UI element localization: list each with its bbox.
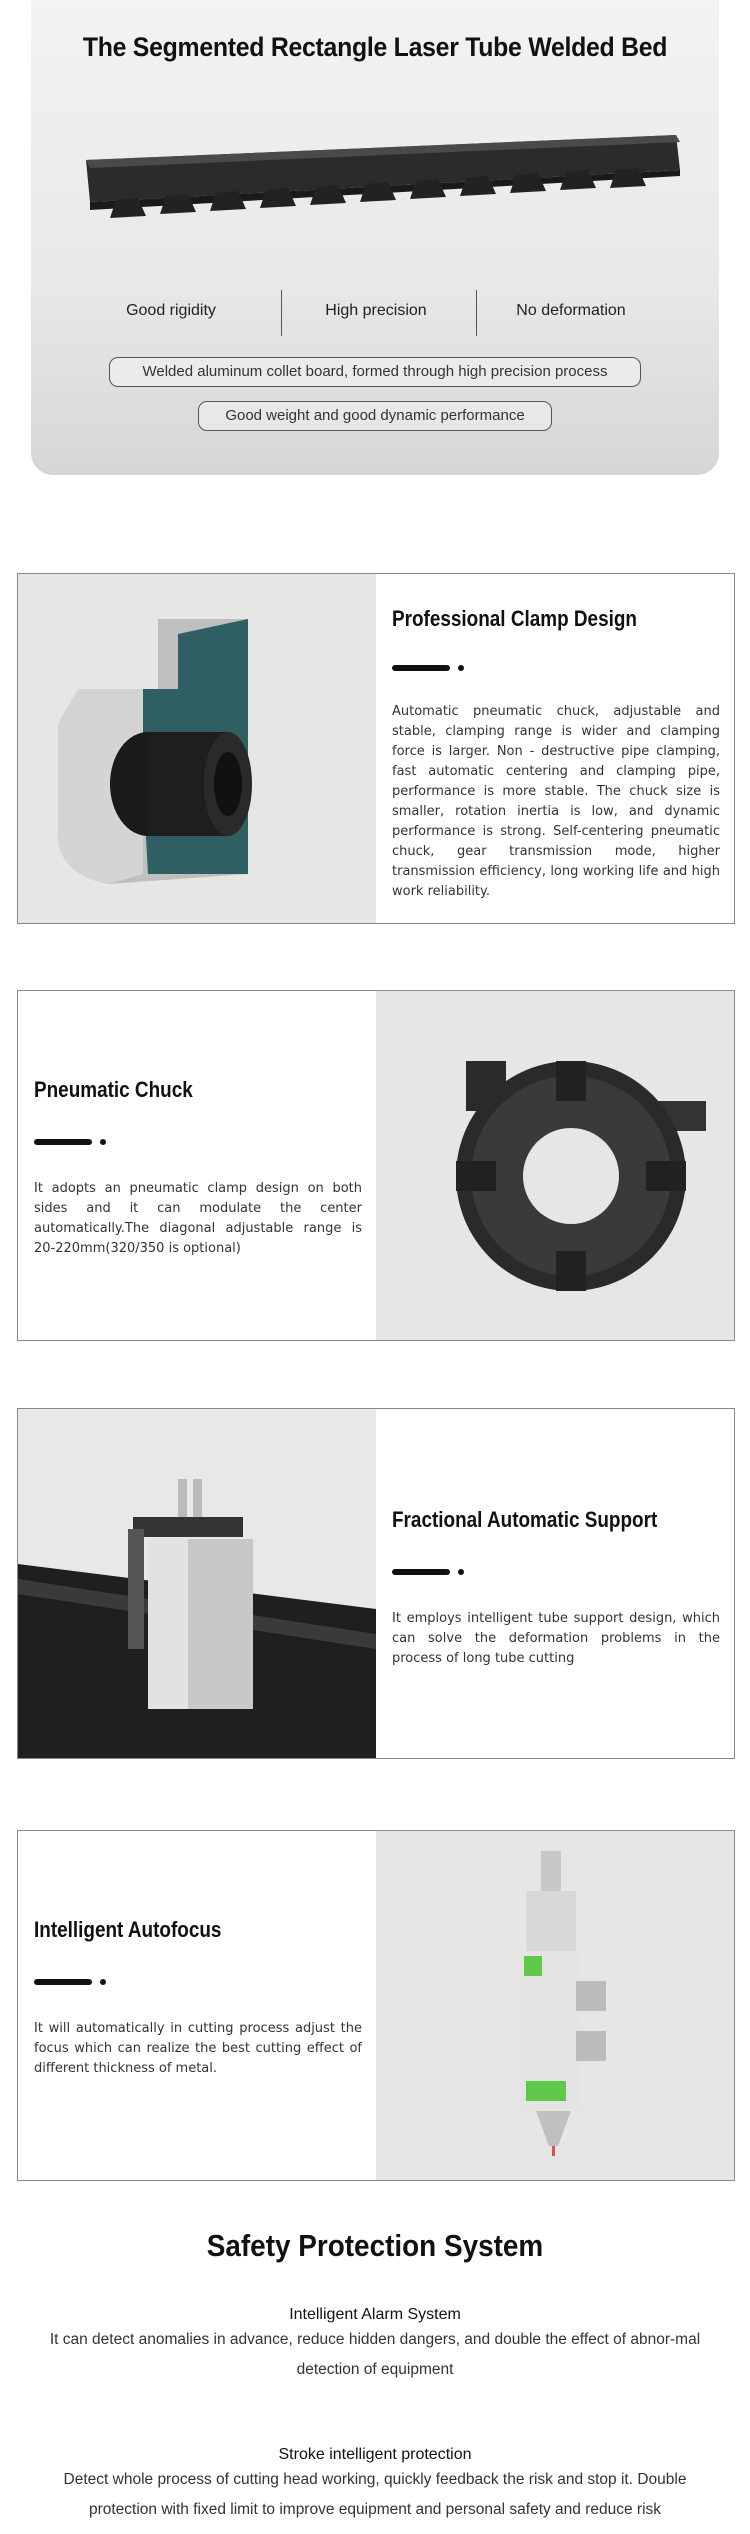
pill-dynamic-performance: Good weight and good dynamic performance bbox=[198, 401, 552, 431]
support-image bbox=[18, 1409, 376, 1758]
safety-item-body: It can detect anomalies in advance, reduce hidden dangers, and double the effect of abnor-mal detection of equipment bbox=[49, 2331, 701, 2378]
card-description: Automatic pneumatic chuck, adjustable and stable, clamping range is wider and clamping force is larger. Non - destructive pipe clamping, fast automatic centering and clamping pipe, performance is more stable. The chuck size is smaller, rotation inertia is low, and dynamic performance is strong. Self-centering pneumatic chuck, gear transmission mode, higher transmission efficiency, long working life and high work reliability. bbox=[392, 704, 720, 899]
feature-good-rigidity: Good rigidity bbox=[126, 302, 216, 319]
title-underline-mark bbox=[34, 1978, 108, 1986]
card-intelligent-autofocus bbox=[17, 1830, 735, 2181]
card-title: Professional Clamp Design bbox=[392, 606, 637, 631]
pill-welded-board: Welded aluminum collet board, formed through high precision process bbox=[109, 357, 641, 387]
safety-title: Safety Protection System bbox=[206, 2228, 544, 2263]
chuck-text bbox=[18, 991, 376, 1340]
card-title: Pneumatic Chuck bbox=[34, 1077, 193, 1102]
title-underline-mark bbox=[392, 1568, 466, 1576]
title-underline-mark bbox=[392, 664, 466, 672]
card-professional-clamp bbox=[17, 573, 735, 924]
card-description: It adopts an pneumatic clamp design on both sides and it can modulate the center automatically.The diagonal adjustable range is 20-220mm(320/350 is optional) bbox=[34, 1181, 362, 1256]
support-text bbox=[376, 1409, 734, 1758]
card-description: It will automatically in cutting process adjust the focus which can realize the best cutting effect of different thickness of metal. bbox=[34, 2021, 362, 2076]
card-title: Intelligent Autofocus bbox=[34, 1917, 222, 1942]
safety-item-heading: Stroke intelligent protection bbox=[278, 2446, 472, 2463]
hero-banner bbox=[31, 0, 719, 475]
clamp-text bbox=[376, 574, 734, 923]
card-title: Fractional Automatic Support bbox=[392, 1507, 658, 1532]
title-underline-mark bbox=[34, 1138, 108, 1146]
laser-head-image bbox=[376, 1831, 734, 2180]
feature-row bbox=[31, 290, 719, 340]
card-fractional-support bbox=[17, 1408, 735, 1759]
safety-item-body: Detect whole process of cutting head working, quickly feedback the risk and stop it. Double protection with fixed limit to improve equipment and personal safety and reduce risk bbox=[63, 2471, 687, 2518]
card-pneumatic-chuck bbox=[17, 990, 735, 1341]
hero-title: The Segmented Rectangle Laser Tube Welded Bed bbox=[82, 32, 668, 62]
welded-bed-image bbox=[76, 130, 686, 230]
clamp-image bbox=[18, 574, 376, 923]
card-description: It employs intelligent tube support design, which can solve the deformation problems in the process of long tube cutting bbox=[392, 1611, 720, 1666]
feature-no-deformation: No deformation bbox=[516, 302, 626, 319]
autofocus-text bbox=[18, 1831, 376, 2180]
chuck-image bbox=[376, 991, 734, 1340]
feature-high-precision: High precision bbox=[325, 302, 427, 319]
safety-item-heading: Intelligent Alarm System bbox=[289, 2306, 461, 2323]
